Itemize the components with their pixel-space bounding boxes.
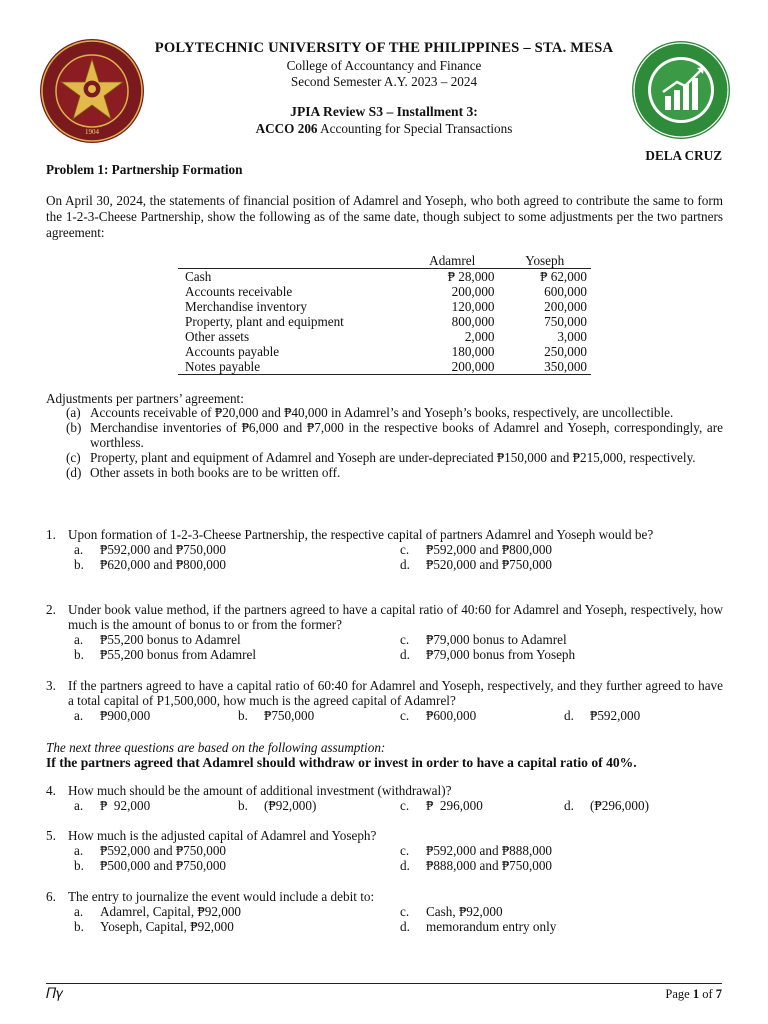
table-row bbox=[178, 284, 591, 299]
option-d[interactable]: d. ₱79,000 bonus from Yoseph bbox=[400, 647, 576, 662]
logo-year: 1904 bbox=[85, 128, 99, 136]
adjustment-mark: (d) bbox=[66, 465, 82, 480]
adjustment-text: Accounts receivable of ₱20,000 and ₱40,000 in Adamrel’s and Yoseph’s books, respectively, are uncollectible. bbox=[90, 405, 674, 420]
question-stem bbox=[46, 783, 723, 798]
course-line bbox=[140, 121, 628, 137]
option-c[interactable]: c. ₱592,000 and ₱888,000 bbox=[400, 843, 553, 858]
option-c[interactable]: c. ₱600,000 bbox=[400, 708, 477, 723]
table-header-adamrel: Adamrel bbox=[406, 253, 499, 269]
adjustment-item bbox=[66, 450, 723, 465]
yoseph-value: 3,000 bbox=[557, 329, 587, 344]
table-row bbox=[178, 269, 591, 285]
option-c[interactable]: c. ₱79,000 bonus to Adamrel bbox=[400, 632, 567, 647]
option-a[interactable]: a. ₱55,200 bonus to Adamrel bbox=[74, 632, 241, 647]
semester-label: Second Semester A.Y. 2023 – 2024 bbox=[290, 73, 478, 89]
table-row bbox=[178, 344, 591, 359]
page-number: 1 bbox=[692, 987, 700, 1001]
adjustment-item bbox=[66, 420, 723, 450]
yoseph-value: 200,000 bbox=[544, 299, 587, 314]
option-c[interactable]: c. ₱592,000 and ₱800,000 bbox=[400, 542, 553, 557]
adamrel-value: 200,000 bbox=[406, 359, 499, 375]
assumption-text: If the partners agreed that Adamrel should withdraw or invest in order to have a capital ratio of 40%. bbox=[46, 755, 637, 770]
adjustments-list bbox=[66, 405, 723, 480]
table-row bbox=[178, 359, 591, 375]
option-a[interactable]: a. Adamrel, Capital, ₱92,000 bbox=[74, 904, 242, 919]
option-a[interactable]: a. ₱900,000 bbox=[74, 708, 151, 723]
table-row bbox=[178, 314, 591, 329]
question-stem bbox=[46, 889, 723, 904]
row-label: Accounts receivable bbox=[185, 284, 293, 299]
question-5 bbox=[46, 828, 723, 873]
question-3 bbox=[46, 678, 723, 723]
page-of: of bbox=[702, 987, 713, 1001]
option-b[interactable]: b. ₱620,000 and ₱800,000 bbox=[74, 557, 227, 572]
question-text: How much should be the amount of additional investment (withdrawal)? bbox=[68, 783, 452, 798]
option-a[interactable]: a. ₱ 92,000 bbox=[74, 798, 151, 813]
problem-title: Problem 1: Partnership Formation bbox=[46, 162, 243, 177]
page-label: Page bbox=[665, 987, 690, 1001]
financial-position-table bbox=[178, 253, 591, 375]
yoseph-value: 750,000 bbox=[544, 314, 587, 329]
option-d[interactable]: d. ₱520,000 and ₱750,000 bbox=[400, 557, 553, 572]
table-row bbox=[178, 329, 591, 344]
author-name: DELA CRUZ bbox=[645, 148, 722, 163]
yoseph-value: 600,000 bbox=[544, 284, 587, 299]
question-text: How much is the adjusted capital of Adamrel and Yoseph? bbox=[68, 828, 377, 843]
table-header-yoseph: Yoseph bbox=[499, 253, 592, 269]
option-c[interactable]: c. Cash, ₱92,000 bbox=[400, 904, 503, 919]
adamrel-value: 120,000 bbox=[451, 299, 495, 314]
footer-divider bbox=[46, 983, 722, 984]
option-b[interactable]: b. Yoseph, Capital, ₱92,000 bbox=[74, 919, 234, 934]
adamrel-value: ₱ 28,000 bbox=[447, 269, 495, 284]
question-text: Under book value method, if the partners agreed to have a capital ratio of 40:60 for Adamrel and Yoseph, respectively, how much is the amount of bonus to or from the former? bbox=[68, 602, 723, 632]
option-b[interactable]: b. (₱92,000) bbox=[238, 798, 317, 813]
footer-mark: 𝛱𝛾 bbox=[46, 987, 64, 1002]
adjustments-title: Adjustments per partners’ agreement: bbox=[46, 391, 244, 406]
question-number: 1. bbox=[46, 527, 56, 542]
review-title: JPIA Review S3 – Installment 3: bbox=[290, 103, 478, 119]
page-total: 7 bbox=[715, 987, 722, 1001]
table-header-blank bbox=[178, 253, 406, 269]
adjustment-mark: (b) bbox=[66, 420, 82, 435]
option-c[interactable]: c. ₱ 296,000 bbox=[400, 798, 483, 813]
page-indicator bbox=[665, 987, 722, 1002]
university-name: POLYTECHNIC UNIVERSITY OF THE PHILIPPINES – STA. MESA bbox=[154, 40, 614, 56]
option-d[interactable]: d. ₱592,000 bbox=[564, 708, 641, 723]
question-number: 5. bbox=[46, 828, 56, 843]
adamrel-value: 180,000 bbox=[451, 344, 495, 359]
option-d[interactable]: d. (₱296,000) bbox=[564, 798, 649, 813]
question-stem bbox=[46, 602, 723, 632]
adjustment-mark: (c) bbox=[66, 450, 81, 465]
option-a[interactable]: a. ₱592,000 and ₱750,000 bbox=[74, 542, 227, 557]
adjustment-item bbox=[66, 465, 723, 480]
option-b[interactable]: b. ₱500,000 and ₱750,000 bbox=[74, 858, 227, 873]
question-number: 2. bbox=[46, 602, 56, 617]
course-name: Accounting for Special Transactions bbox=[320, 120, 513, 136]
table-row bbox=[178, 299, 591, 314]
jpia-logo bbox=[631, 40, 731, 140]
course-code: ACCO 206 bbox=[255, 120, 318, 136]
problem-intro: On April 30, 2024, the statements of financial position of Adamrel and Yoseph, who both agreed to contribute the same to form the 1-2-3-Cheese Partnership, show the following as of the same date, though subject to some adjustments per the two partners agreement: bbox=[46, 193, 723, 240]
table-header-row bbox=[178, 253, 591, 269]
option-d[interactable]: d. memorandum entry only bbox=[400, 919, 557, 934]
question-1 bbox=[46, 527, 723, 572]
adamrel-value: 800,000 bbox=[451, 314, 495, 329]
document-header bbox=[140, 40, 628, 137]
question-number: 3. bbox=[46, 678, 56, 693]
adjustment-text: Property, plant and equipment of Adamrel and Yoseph are under-depreciated ₱150,000 and ₱215,000, respectively. bbox=[90, 450, 696, 465]
row-label: Other assets bbox=[185, 329, 250, 344]
row-label: Notes payable bbox=[178, 359, 406, 375]
question-text: The entry to journalize the event would include a debit to: bbox=[68, 889, 375, 904]
yoseph-value: ₱ 62,000 bbox=[540, 269, 587, 284]
adamrel-value: 200,000 bbox=[451, 284, 495, 299]
row-label: Accounts payable bbox=[185, 344, 280, 359]
row-label: Property, plant and equipment bbox=[185, 314, 344, 329]
adjustment-text: Other assets in both books are to be written off. bbox=[90, 465, 341, 480]
pup-seal-logo bbox=[38, 37, 146, 145]
question-4 bbox=[46, 783, 723, 813]
college-name: College of Accountancy and Finance bbox=[286, 57, 482, 73]
question-text: Upon formation of 1-2-3-Cheese Partnership, the respective capital of partners Adamrel and Yoseph would be? bbox=[68, 527, 654, 542]
question-number: 4. bbox=[46, 783, 56, 798]
question-2 bbox=[46, 602, 723, 662]
option-a[interactable]: a. ₱592,000 and ₱750,000 bbox=[74, 843, 227, 858]
assumption-intro: The next three questions are based on the following assumption: bbox=[46, 740, 386, 755]
yoseph-value: 250,000 bbox=[544, 344, 587, 359]
option-d[interactable]: d. ₱888,000 and ₱750,000 bbox=[400, 858, 553, 873]
question-stem bbox=[46, 828, 723, 843]
question-stem bbox=[46, 527, 723, 542]
adjustment-text: Merchandise inventories of ₱6,000 and ₱7,000 in the respective books of Adamrel and Yoseph, correspondingly, are worthless. bbox=[90, 420, 723, 450]
option-b[interactable]: b. ₱750,000 bbox=[238, 708, 315, 723]
question-text: If the partners agreed to have a capital ratio of 60:40 for Adamrel and Yoseph, respectively, and they further agreed to have a total capital of P1,500,000, how much is the agreed capital of Adamrel? bbox=[68, 678, 723, 708]
adjustment-mark: (a) bbox=[66, 405, 81, 420]
question-stem bbox=[46, 678, 723, 708]
yoseph-value: 350,000 bbox=[499, 359, 592, 375]
row-label: Merchandise inventory bbox=[185, 299, 307, 314]
adjustment-item bbox=[66, 405, 723, 420]
adamrel-value: 2,000 bbox=[464, 329, 495, 344]
row-label: Cash bbox=[185, 269, 212, 284]
option-b[interactable]: b. ₱55,200 bonus from Adamrel bbox=[74, 647, 257, 662]
question-6 bbox=[46, 889, 723, 934]
question-number: 6. bbox=[46, 889, 56, 904]
assumption-block bbox=[46, 740, 723, 771]
